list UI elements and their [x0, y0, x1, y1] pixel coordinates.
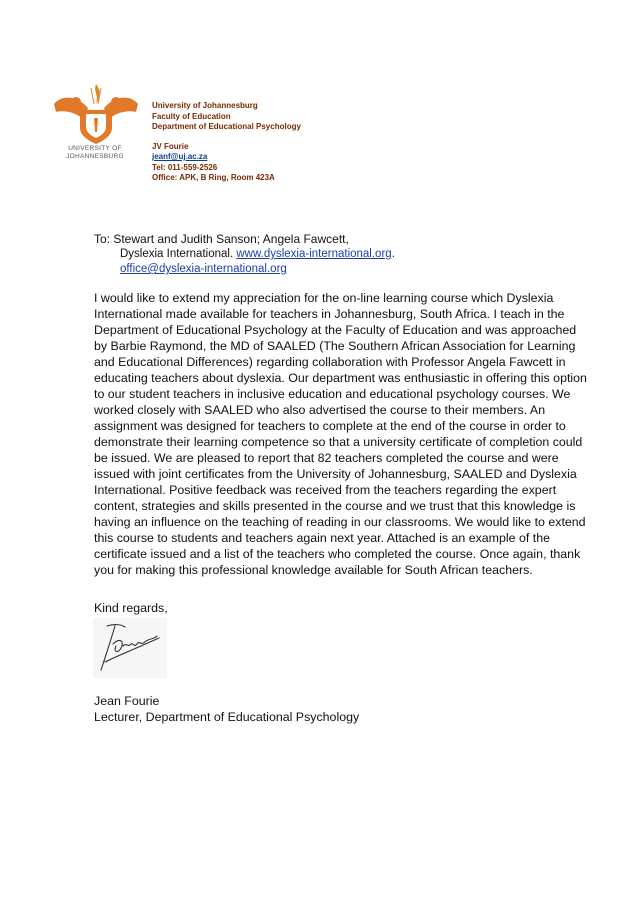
logo-wordmark: UNIVERSITY OF JOHANNESBURG — [66, 145, 124, 160]
recipient-block — [94, 232, 395, 277]
recipient-org: Dyslexia International. — [120, 248, 234, 260]
letterhead — [152, 101, 301, 184]
recipient-email-line — [94, 262, 395, 277]
sender-email-link[interactable]: jeanf@uj.ac.za — [152, 152, 208, 161]
sender-tel: Tel: 011-559-2526 — [152, 162, 218, 172]
sender-name: JV Fourie — [152, 141, 189, 151]
kind-regards: Kind regards, — [94, 601, 168, 615]
department-name: Department of Educational Psychology — [152, 122, 301, 131]
university-name: University of Johannesburg — [152, 101, 258, 110]
university-logo — [50, 82, 142, 177]
signatory-title: Lecturer, Department of Educational Psychology — [94, 710, 360, 724]
signatory-name: Jean Fourie — [94, 694, 160, 708]
letter-body: I would like to extend my appreciation for the on-line learning course which Dyslexia International made available for teachers in Johannesburg, South Africa. I teach in the Department of Educational Psychology at the Faculty of Education and was approached by Barbie Raymond, the MD of SAALED (The Southern African Association for Learning and Educational Differences) regarding collaboration with Professor Angela Fawcett in educating teachers about dyslexia. Our department was enthusiastic in offering this option to our student teachers in inclusive education and educational psychology courses. We worked closely with SAALED who also advertised the course to their members. An assignment was designed for teachers to complete at the end of the course in order to demonstrate their learning competence so that a university certificate of completion could be issued. We are pleased to report that 82 teachers completed the course and were issued with joint certificates from the University of Johannesburg, SAALED and Dyslexia International. Positive feedback was received from the teachers regarding the expert content, strategies and skills presented in the course and we trust that this knowledge is having an influence on the teaching of reading in our classrooms. We would like to extend this course to students and teachers again next year. Attached is an example of the certificate issued and a list of the teachers who completed the course. Once again, thank you for making this professional knowledge available for South African teachers. — [94, 291, 587, 577]
signature-image — [93, 618, 167, 678]
recipient-email-link[interactable]: office@dyslexia-international.org — [120, 263, 287, 275]
to-line: To: Stewart and Judith Sanson; Angela Fawcett, — [94, 232, 349, 246]
website-period: . — [391, 248, 395, 260]
website-link[interactable]: www.dyslexia-international.org — [236, 248, 392, 260]
closing-block — [94, 693, 359, 725]
faculty-name: Faculty of Education — [152, 111, 231, 121]
recipient-org-line — [94, 247, 395, 262]
sender-office: Office: APK, B Ring, Room 423A — [152, 173, 275, 182]
